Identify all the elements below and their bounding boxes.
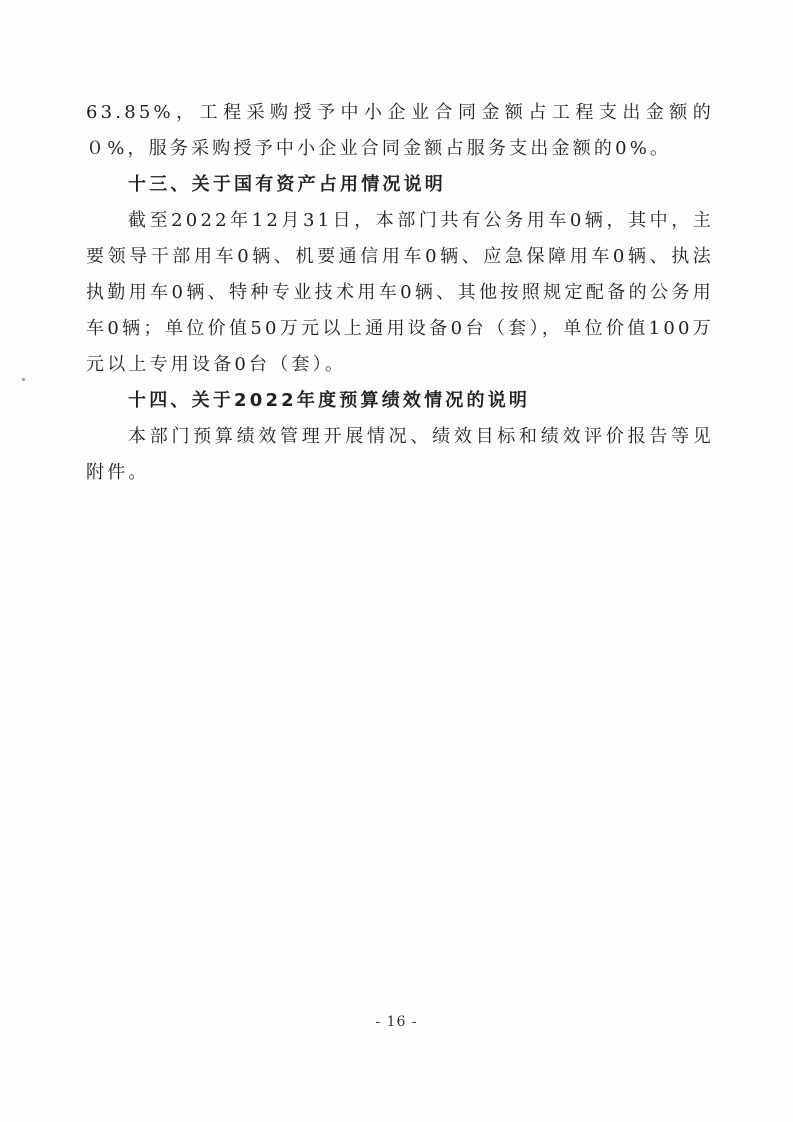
page-number: - 16 - xyxy=(375,1014,418,1030)
paragraph-procurement-continued: 63.85%，工程采购授予中小企业合同金额占工程支出金额的０%，服务采购授予中小企业合同金额占服务支出金额的0%。 xyxy=(86,102,714,159)
section-heading-13: 十三、关于国有资产占用情况说明 xyxy=(128,174,446,195)
scan-speck xyxy=(22,378,25,381)
paragraph-state-assets: 截至2022年12月31日，本部门共有公务用车0辆，其中，主要领导干部用车0辆、机要通信用车0辆、应急保障用车0辆、执法执勤用车0辆、特种专业技术用车0辆、其他按照规定配备的公务用车0辆；单位价值50万元以上通用设备0台（套），单位价值100万元以上专用设备0台（套）。 xyxy=(86,210,714,375)
paragraph-budget-performance: 本部门预算绩效管理开展情况、绩效目标和绩效评价报告等见附件。 xyxy=(86,426,714,483)
section-heading-14: 十四、关于2022年度预算绩效情况的说明 xyxy=(128,390,531,411)
document-body xyxy=(86,95,714,491)
